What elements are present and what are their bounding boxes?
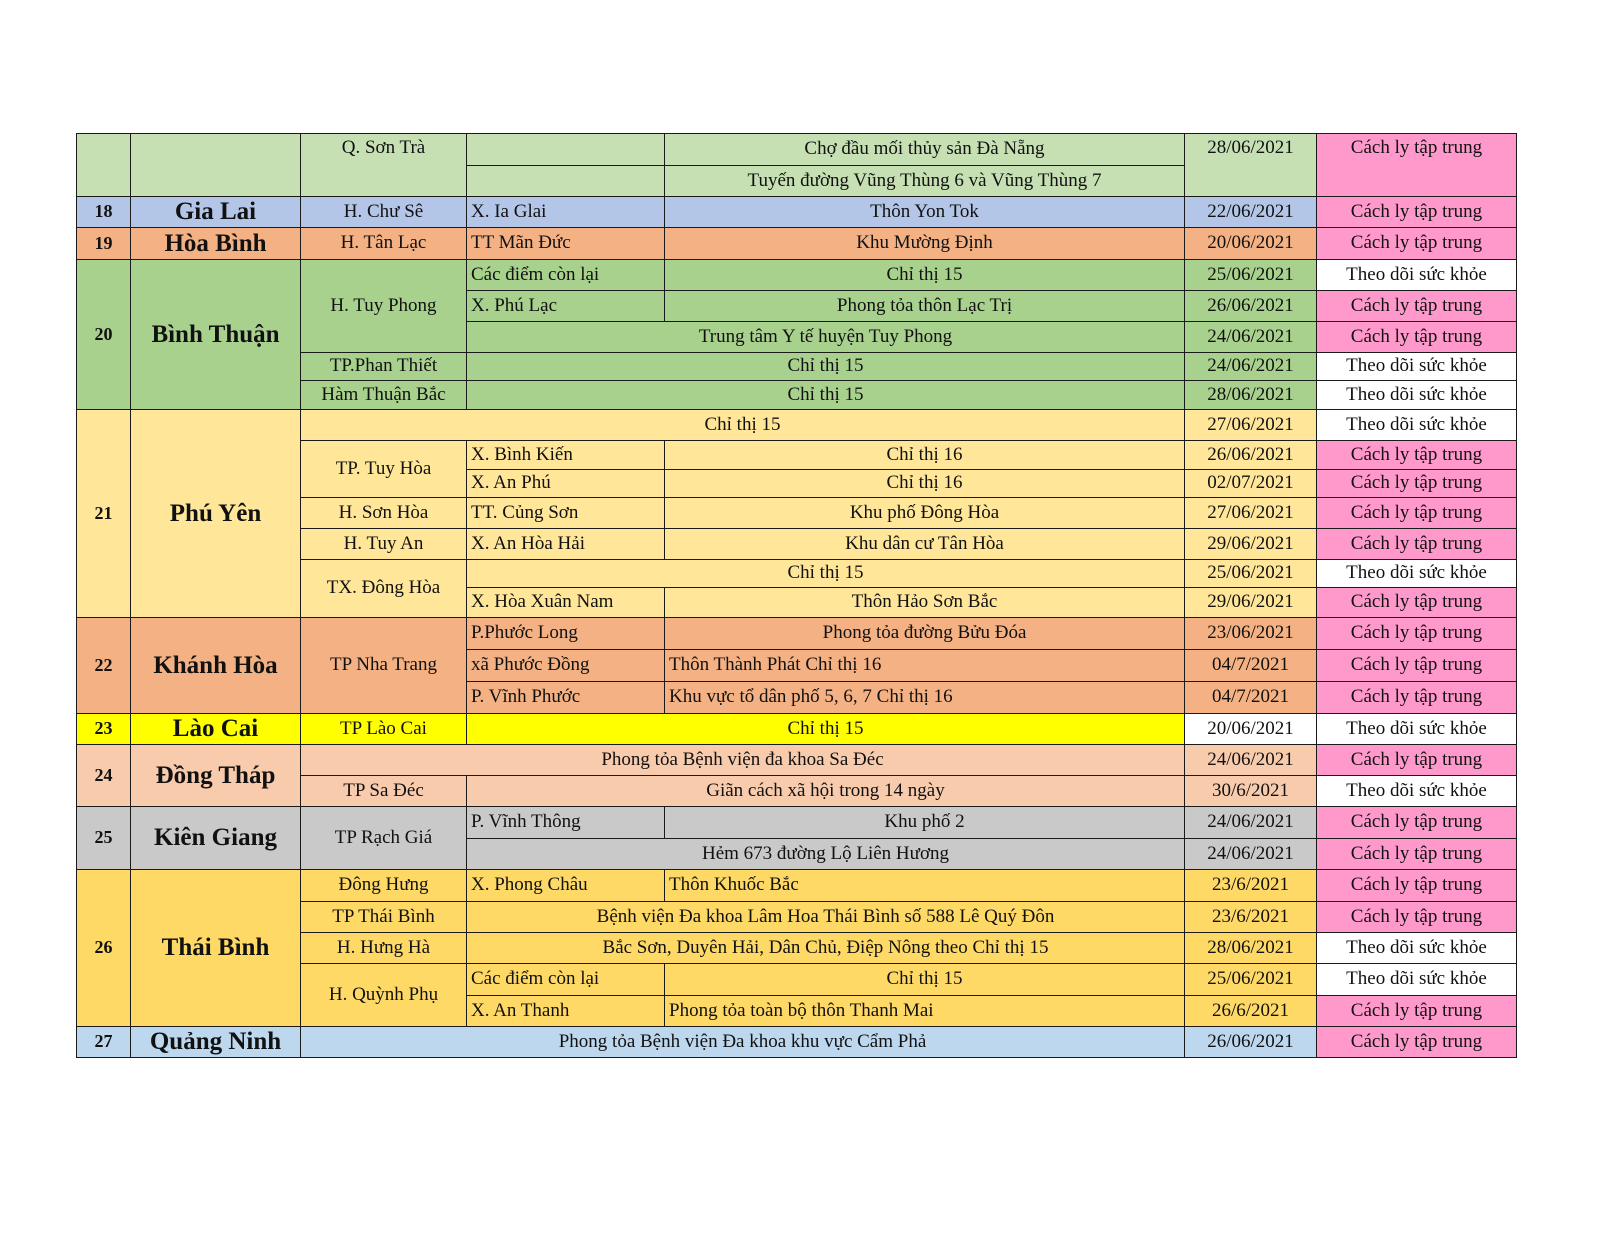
table-row (77, 618, 1517, 650)
measure-cell: Cách ly tập trung (1317, 291, 1517, 322)
date-cell: 28/06/2021 (1185, 933, 1317, 964)
commune-cell: TT Mãn Đức (467, 228, 665, 260)
area-cell: Khu Mường Định (665, 228, 1185, 260)
district-cell: H. Tuy An (301, 529, 467, 560)
measure-cell: Cách ly tập trung (1317, 197, 1517, 228)
commune-cell (467, 134, 665, 166)
measure-cell: Cách ly tập trung (1317, 529, 1517, 560)
date-cell: 20/06/2021 (1185, 228, 1317, 260)
district-cell: TX. Đông Hòa (301, 560, 467, 618)
stt-cell: 18 (77, 197, 131, 228)
date-cell: 04/7/2021 (1185, 682, 1317, 714)
measure-cell: Cách ly tập trung (1317, 470, 1517, 498)
commune-cell: P. Vĩnh Thông (467, 807, 665, 839)
date-cell: 24/06/2021 (1185, 322, 1317, 353)
date-cell: 24/06/2021 (1185, 807, 1317, 839)
measure-cell: Cách ly tập trung (1317, 588, 1517, 618)
province-cell: Lào Cai (131, 714, 301, 745)
measure-cell: Theo dõi sức khỏe (1317, 260, 1517, 291)
date-cell: 22/06/2021 (1185, 197, 1317, 228)
stt-cell: 23 (77, 714, 131, 745)
date-cell: 02/07/2021 (1185, 470, 1317, 498)
date-cell: 23/06/2021 (1185, 618, 1317, 650)
commune-cell: TT. Củng Sơn (467, 498, 665, 529)
measure-cell: Theo dõi sức khỏe (1317, 964, 1517, 996)
area-cell: Khu phố Đông Hòa (665, 498, 1185, 529)
table-row (77, 228, 1517, 260)
measure-cell: Cách ly tập trung (1317, 807, 1517, 839)
date-cell: 23/6/2021 (1185, 870, 1317, 902)
date-cell: 25/06/2021 (1185, 260, 1317, 291)
district-cell: TP Sa Đéc (301, 776, 467, 807)
date-cell: 24/06/2021 (1185, 839, 1317, 870)
area-cell: Thôn Thành Phát Chỉ thị 16 (665, 650, 1185, 682)
district-cell: TP Rạch Giá (301, 807, 467, 870)
province-cell: Bình Thuận (131, 260, 301, 410)
outbreak-table (76, 133, 1517, 1058)
table-row (77, 410, 1517, 441)
commune-cell: Các điểm còn lại (467, 260, 665, 291)
measure-cell: Cách ly tập trung (1317, 996, 1517, 1027)
date-cell: 25/06/2021 (1185, 560, 1317, 588)
table-row (77, 260, 1517, 291)
commune-cell: X. Hòa Xuân Nam (467, 588, 665, 618)
district-cell: TP Nha Trang (301, 618, 467, 714)
date-cell: 25/06/2021 (1185, 964, 1317, 996)
date-cell: 26/06/2021 (1185, 1027, 1317, 1058)
area-cell: Giãn cách xã hội trong 14 ngày (467, 776, 1185, 807)
measure-cell: Theo dõi sức khỏe (1317, 410, 1517, 441)
table-row (77, 714, 1517, 745)
commune-cell: X. Phú Lạc (467, 291, 665, 322)
district-cell: TP. Tuy Hòa (301, 441, 467, 498)
area-cell: Trung tâm Y tế huyện Tuy Phong (467, 322, 1185, 353)
commune-cell: xã Phước Đồng (467, 650, 665, 682)
table-row (77, 870, 1517, 902)
area-cell: Chỉ thị 16 (665, 470, 1185, 498)
date-cell: 29/06/2021 (1185, 588, 1317, 618)
outbreak-table-container (76, 133, 1517, 1058)
measure-cell: Cách ly tập trung (1317, 498, 1517, 529)
province-cell: Thái Bình (131, 870, 301, 1027)
measure-cell: Theo dõi sức khỏe (1317, 933, 1517, 964)
province-cell: Khánh Hòa (131, 618, 301, 714)
measure-cell: Theo dõi sức khỏe (1317, 353, 1517, 381)
measure-cell: Cách ly tập trung (1317, 870, 1517, 902)
district-cell: H. Chư Sê (301, 197, 467, 228)
area-cell: Chỉ thị 15 (665, 964, 1185, 996)
measure-cell: Cách ly tập trung (1317, 322, 1517, 353)
area-cell: Phong tỏa Bệnh viện đa khoa Sa Đéc (301, 745, 1185, 776)
table-row (77, 134, 1517, 166)
measure-cell: Cách ly tập trung (1317, 902, 1517, 933)
district-cell: TP Lào Cai (301, 714, 467, 745)
commune-cell: X. An Hòa Hải (467, 529, 665, 560)
date-cell: 23/6/2021 (1185, 902, 1317, 933)
district-cell: H. Quỳnh Phụ (301, 964, 467, 1027)
date-cell: 24/06/2021 (1185, 745, 1317, 776)
stt-cell: 21 (77, 410, 131, 618)
commune-cell: P. Vĩnh Phước (467, 682, 665, 714)
area-cell: Thôn Hảo Sơn Bắc (665, 588, 1185, 618)
area-cell: Chỉ thị 15 (665, 260, 1185, 291)
measure-cell: Cách ly tập trung (1317, 745, 1517, 776)
measure-cell: Cách ly tập trung (1317, 650, 1517, 682)
area-cell: Chỉ thị 15 (467, 714, 1185, 745)
area-cell: Thôn Khuốc Bắc (665, 870, 1185, 902)
stt-cell (77, 134, 131, 197)
province-cell: Phú Yên (131, 410, 301, 618)
measure-cell: Theo dõi sức khỏe (1317, 381, 1517, 410)
stt-cell: 19 (77, 228, 131, 260)
district-cell: H. Tuy Phong (301, 260, 467, 353)
district-cell: TP Thái Bình (301, 902, 467, 933)
area-cell: Khu vực tổ dân phố 5, 6, 7 Chỉ thị 16 (665, 682, 1185, 714)
area-cell: Tuyến đường Vũng Thùng 6 và Vũng Thùng 7 (665, 166, 1185, 197)
district-cell: Đông Hưng (301, 870, 467, 902)
measure-cell: Cách ly tập trung (1317, 618, 1517, 650)
area-cell: Bệnh viện Đa khoa Lâm Hoa Thái Bình số 588 Lê Quý Đôn (467, 902, 1185, 933)
date-cell: 26/06/2021 (1185, 291, 1317, 322)
area-cell: Phong tỏa đường Bửu Đóa (665, 618, 1185, 650)
district-cell: H. Hưng Hà (301, 933, 467, 964)
area-cell: Chỉ thị 16 (665, 441, 1185, 470)
date-cell: 28/06/2021 (1185, 381, 1317, 410)
area-cell: Phong tỏa Bệnh viện Đa khoa khu vực Cẩm Phả (301, 1027, 1185, 1058)
district-cell: H. Sơn Hòa (301, 498, 467, 529)
commune-cell: X. Ia Glai (467, 197, 665, 228)
district-cell: TP.Phan Thiết (301, 353, 467, 381)
date-cell: 27/06/2021 (1185, 498, 1317, 529)
province-cell: Hòa Bình (131, 228, 301, 260)
province-cell: Quảng Ninh (131, 1027, 301, 1058)
area-cell: Thôn Yon Tok (665, 197, 1185, 228)
measure-cell: Cách ly tập trung (1317, 228, 1517, 260)
stt-cell: 26 (77, 870, 131, 1027)
table-row (77, 1027, 1517, 1058)
measure-cell: Theo dõi sức khỏe (1317, 560, 1517, 588)
area-cell: Hẻm 673 đường Lộ Liên Hương (467, 839, 1185, 870)
province-cell: Đồng Tháp (131, 745, 301, 807)
province-cell (131, 134, 301, 197)
province-cell: Kiên Giang (131, 807, 301, 870)
stt-cell: 20 (77, 260, 131, 410)
measure-cell: Cách ly tập trung (1317, 839, 1517, 870)
province-cell: Gia Lai (131, 197, 301, 228)
table-row (77, 807, 1517, 839)
area-cell: Chợ đầu mối thủy sản Đà Nẵng (665, 134, 1185, 166)
commune-cell: X. An Phú (467, 470, 665, 498)
area-cell: Khu phố 2 (665, 807, 1185, 839)
measure-cell: Cách ly tập trung (1317, 682, 1517, 714)
area-cell: Phong tỏa toàn bộ thôn Thanh Mai (665, 996, 1185, 1027)
commune-cell: X. An Thanh (467, 996, 665, 1027)
measure-cell: Cách ly tập trung (1317, 134, 1517, 197)
measure-cell: Theo dõi sức khỏe (1317, 776, 1517, 807)
area-cell: Chỉ thị 15 (467, 560, 1185, 588)
stt-cell: 24 (77, 745, 131, 807)
date-cell: 26/6/2021 (1185, 996, 1317, 1027)
area-cell: Bắc Sơn, Duyên Hải, Dân Chủ, Điệp Nông theo Chỉ thị 15 (467, 933, 1185, 964)
date-cell: 20/06/2021 (1185, 714, 1317, 745)
date-cell: 04/7/2021 (1185, 650, 1317, 682)
area-cell: Chỉ thị 15 (467, 353, 1185, 381)
stt-cell: 22 (77, 618, 131, 714)
commune-cell (467, 166, 665, 197)
date-cell: 28/06/2021 (1185, 134, 1317, 197)
measure-cell: Cách ly tập trung (1317, 1027, 1517, 1058)
district-cell: Q. Sơn Trà (301, 134, 467, 197)
date-cell: 30/6/2021 (1185, 776, 1317, 807)
area-cell: Phong tỏa thôn Lạc Trị (665, 291, 1185, 322)
area-cell: Chỉ thị 15 (467, 381, 1185, 410)
district-cell: Hàm Thuận Bắc (301, 381, 467, 410)
table-row (77, 745, 1517, 776)
table-row (77, 197, 1517, 228)
date-cell: 24/06/2021 (1185, 353, 1317, 381)
stt-cell: 27 (77, 1027, 131, 1058)
date-cell: 27/06/2021 (1185, 410, 1317, 441)
measure-cell: Cách ly tập trung (1317, 441, 1517, 470)
stt-cell: 25 (77, 807, 131, 870)
area-cell: Chỉ thị 15 (301, 410, 1185, 441)
district-cell: H. Tân Lạc (301, 228, 467, 260)
commune-cell: Các điểm còn lại (467, 964, 665, 996)
date-cell: 29/06/2021 (1185, 529, 1317, 560)
area-cell: Khu dân cư Tân Hòa (665, 529, 1185, 560)
commune-cell: X. Bình Kiến (467, 441, 665, 470)
commune-cell: X. Phong Châu (467, 870, 665, 902)
date-cell: 26/06/2021 (1185, 441, 1317, 470)
measure-cell: Theo dõi sức khỏe (1317, 714, 1517, 745)
commune-cell: P.Phước Long (467, 618, 665, 650)
